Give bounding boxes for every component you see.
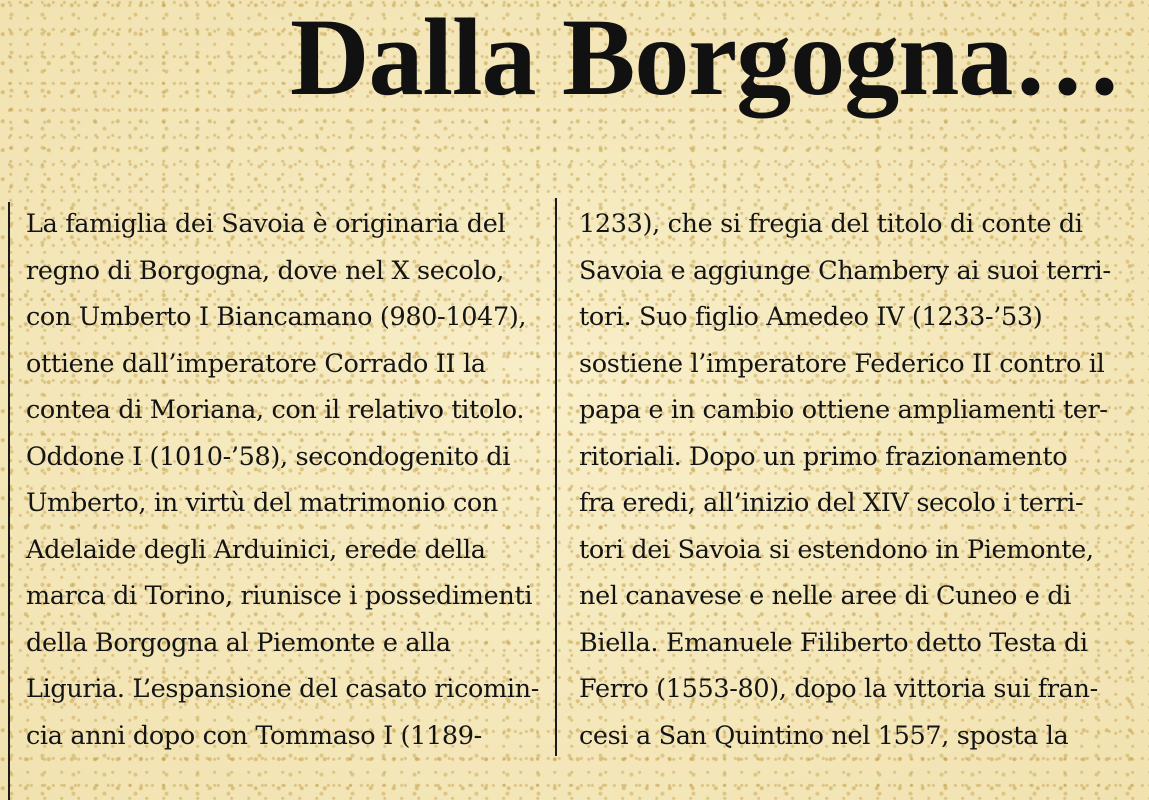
- text-line: marca di Torino, riunisce i possedimenti: [26, 581, 533, 611]
- text-line: regno di Borgogna, dove nel X secolo,: [26, 255, 504, 286]
- text-line: contea di Moriana, con il relativo titolo.: [26, 395, 525, 425]
- page-title: Dalla Borgogna…: [290, 0, 1122, 118]
- text-line: con Umberto I Biancamano (980-1047),: [26, 302, 527, 332]
- text-line: della Borgogna al Piemonte e alla: [26, 627, 451, 658]
- text-line: ritoriali. Dopo un primo frazionamento: [579, 441, 1068, 472]
- text-line: La famiglia dei Savoia è originaria del: [26, 209, 506, 239]
- left-margin-rule: [8, 202, 10, 800]
- text-line: Liguria. L’espansione del casato ricomin-: [26, 674, 540, 704]
- text-line: Adelaide degli Arduinici, erede della: [26, 534, 486, 565]
- text-column-left: [26, 201, 541, 759]
- text-line: ottiene dall’imperatore Corrado II la: [26, 348, 486, 379]
- text-line: sostiene l’imperatore Federico II contro il: [579, 348, 1105, 379]
- column-divider-rule: [555, 198, 557, 756]
- text-line: Ferro (1553-80), dopo la vittoria sui fran-: [579, 674, 1098, 704]
- text-line: Oddone I (1010-’58), secondogenito di: [26, 441, 511, 472]
- text-line: cesi a San Quintino nel 1557, sposta la: [579, 720, 1069, 751]
- text-line: tori dei Savoia si estendono in Piemonte,: [579, 534, 1094, 565]
- text-line: cia anni dopo con Tommaso I (1189-: [26, 720, 482, 751]
- text-line: nel canavese e nelle aree di Cuneo e di: [579, 581, 1072, 611]
- text-line: tori. Suo figlio Amedeo IV (1233-’53): [579, 302, 1043, 332]
- text-line: Biella. Emanuele Filiberto detto Testa di: [579, 627, 1088, 658]
- text-line: Umberto, in virtù del matrimonio con: [26, 488, 498, 518]
- text-line: 1233), che si fregia del titolo di conte di: [579, 209, 1083, 239]
- text-line: papa e in cambio ottiene ampliamenti ter-: [579, 395, 1108, 425]
- text-line: Savoia e aggiunge Chambery ai suoi terri-: [579, 255, 1111, 286]
- text-line: fra eredi, all’inizio del XIV secolo i terri-: [579, 488, 1084, 518]
- text-column-right: [579, 201, 1109, 759]
